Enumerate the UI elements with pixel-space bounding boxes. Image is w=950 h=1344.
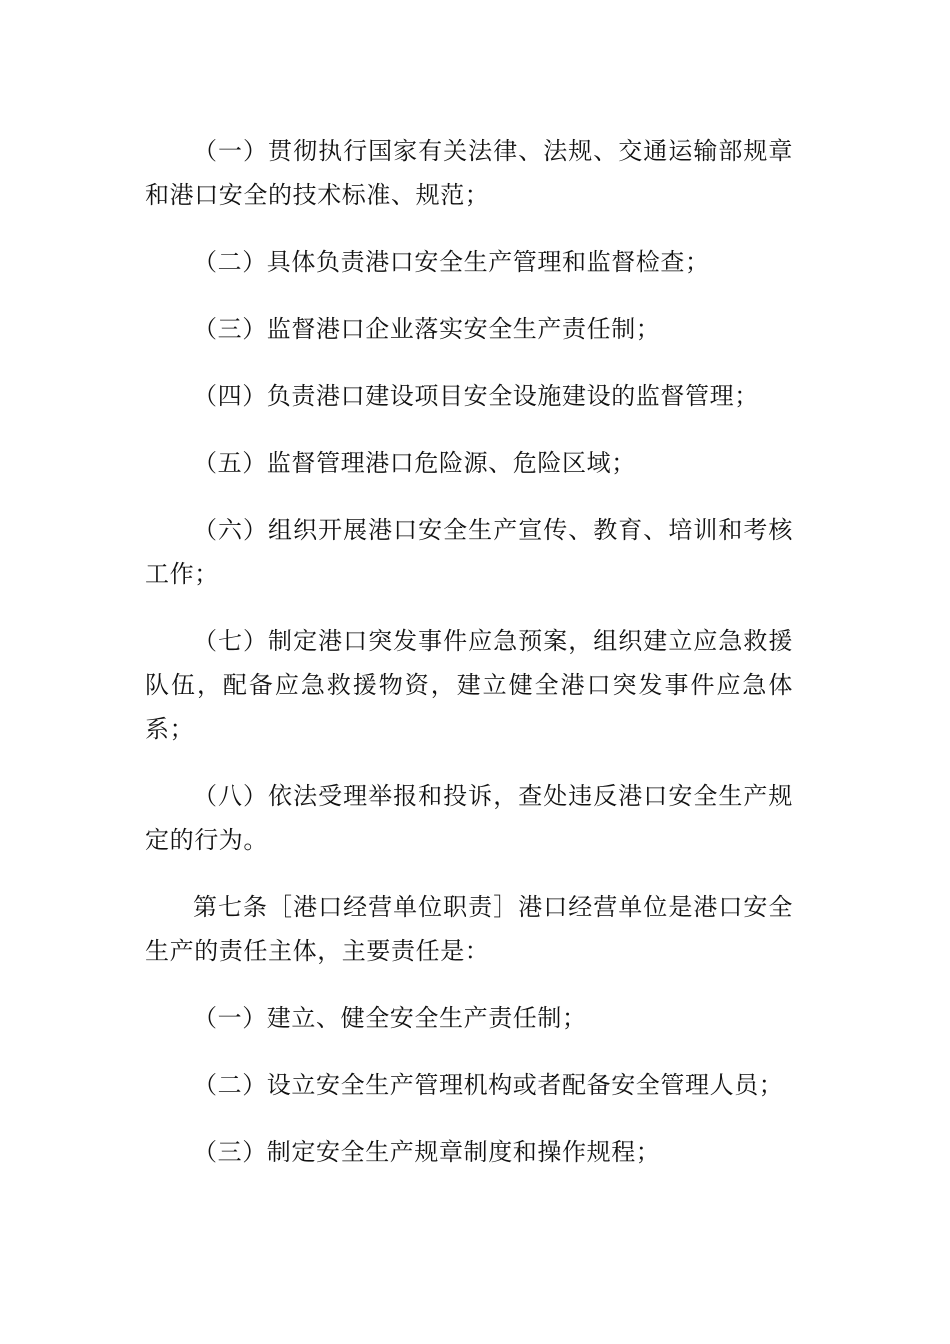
paragraph-item-2-duty: （二）具体负责港口安全生产管理和监督检查；	[193, 248, 710, 276]
paragraph-article7-item-3: （三）制定安全生产规章制度和操作规程；	[193, 1138, 661, 1166]
paragraph-item-6-duty: （六）组织开展港口安全生产宣传、教育、培训和考核工作；	[145, 516, 793, 588]
paragraph-article7-item-1: （一）建立、健全安全生产责任制；	[193, 1004, 587, 1032]
paragraph-item-5-duty: （五）监督管理港口危险源、危险区域；	[193, 449, 636, 477]
paragraph-item-4-duty: （四）负责港口建设项目安全设施建设的监督管理；	[193, 382, 759, 410]
article-7-heading-paragraph: 第七条［港口经营单位职责］港口经营单位是港口安全生产的责任主体，主要责任是：	[145, 893, 793, 965]
paragraph-item-7-duty: （七）制定港口突发事件应急预案，组织建立应急救援队伍，配备应急救援物资，建立健全港口突发事件应急体系；	[145, 627, 793, 743]
paragraph-item-3-duty: （三）监督港口企业落实安全生产责任制；	[193, 315, 661, 343]
document-body	[145, 129, 793, 1174]
paragraph-article7-item-2: （二）设立安全生产管理机构或者配备安全管理人员；	[193, 1071, 784, 1099]
paragraph-item-1-duty: （一）贯彻执行国家有关法律、法规、交通运输部规章和港口安全的技术标准、规范；	[145, 137, 793, 209]
paragraph-item-8-duty: （八）依法受理举报和投诉，查处违反港口安全生产规定的行为。	[145, 782, 793, 854]
